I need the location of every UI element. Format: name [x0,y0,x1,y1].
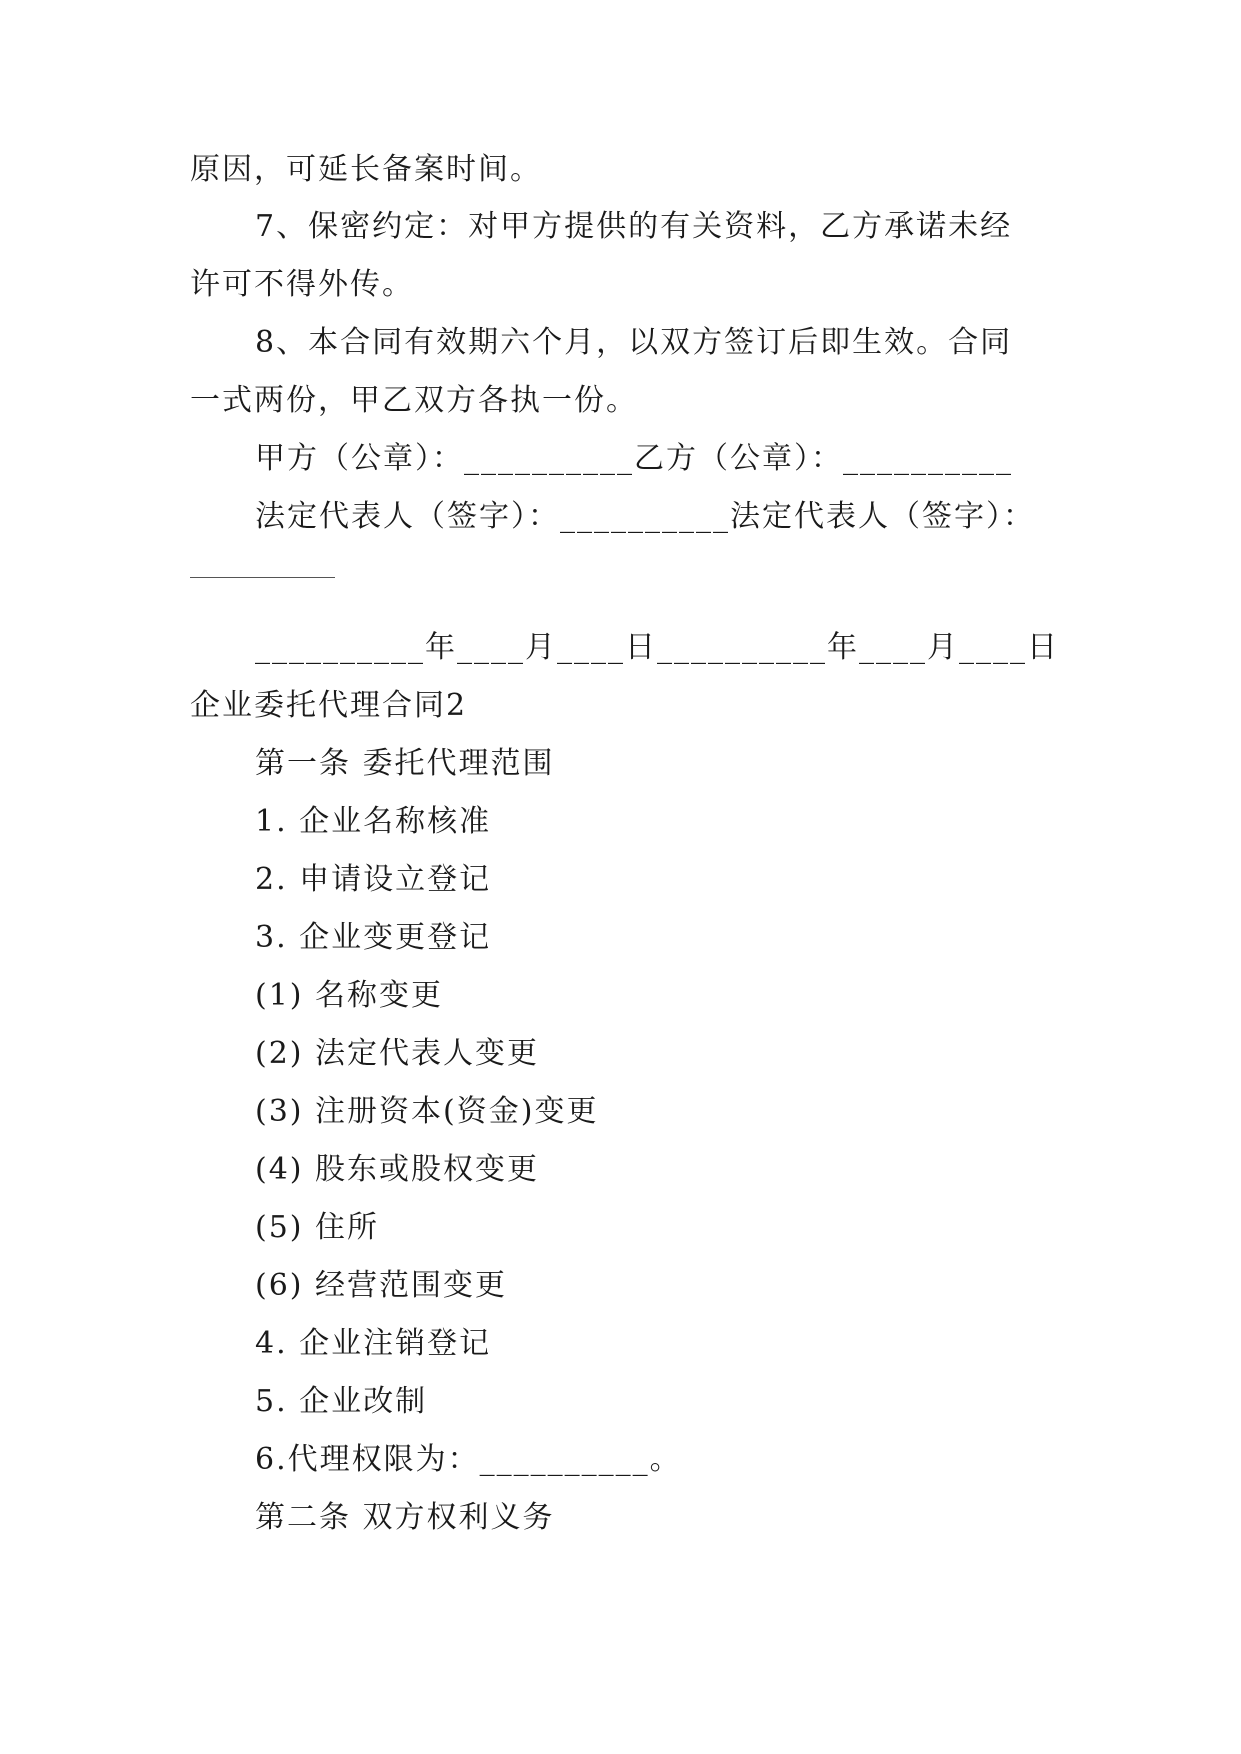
list-item: 5. 企业改制 [255,1384,428,1419]
list-item: 1. 企业名称核准 [255,804,492,839]
list-item: 3. 企业变更登记 [255,920,492,955]
list-item: (3) 注册资本(资金)变更 [255,1094,599,1129]
signature-line-seal: 甲方（公章）：__________乙方（公章）：__________ [255,441,1013,476]
signature-blank [190,577,335,578]
list-item: (4) 股东或股权变更 [255,1152,540,1187]
article-heading: 第一条 委托代理范围 [255,746,555,781]
signature-line-representative: 法定代表人（签字）：__________法定代表人（签字）： [255,499,1035,534]
list-item: 2. 申请设立登记 [255,862,492,897]
list-item: (6) 经营范围变更 [255,1268,508,1303]
text-line: 原因，可延长备案时间。 [190,152,542,187]
text-line: 许可不得外传。 [190,267,414,302]
list-item: 4. 企业注销登记 [255,1326,492,1361]
date-line: __________年____月____日__________年____月____日 [255,630,1059,665]
section-title: 企业委托代理合同2 [190,688,468,723]
list-item: 6.代理权限为：__________。 [255,1442,682,1477]
article-heading: 第二条 双方权利义务 [255,1500,555,1535]
list-item: (5) 住所 [255,1210,380,1245]
text-line: 一式两份，甲乙双方各执一份。 [190,383,638,418]
list-item: (1) 名称变更 [255,978,444,1013]
list-item: (2) 法定代表人变更 [255,1036,540,1071]
text-line: 8、本合同有效期六个月，以双方签订后即生效。合同 [255,325,1013,360]
text-line: 7、保密约定：对甲方提供的有关资料，乙方承诺未经 [255,209,1013,244]
